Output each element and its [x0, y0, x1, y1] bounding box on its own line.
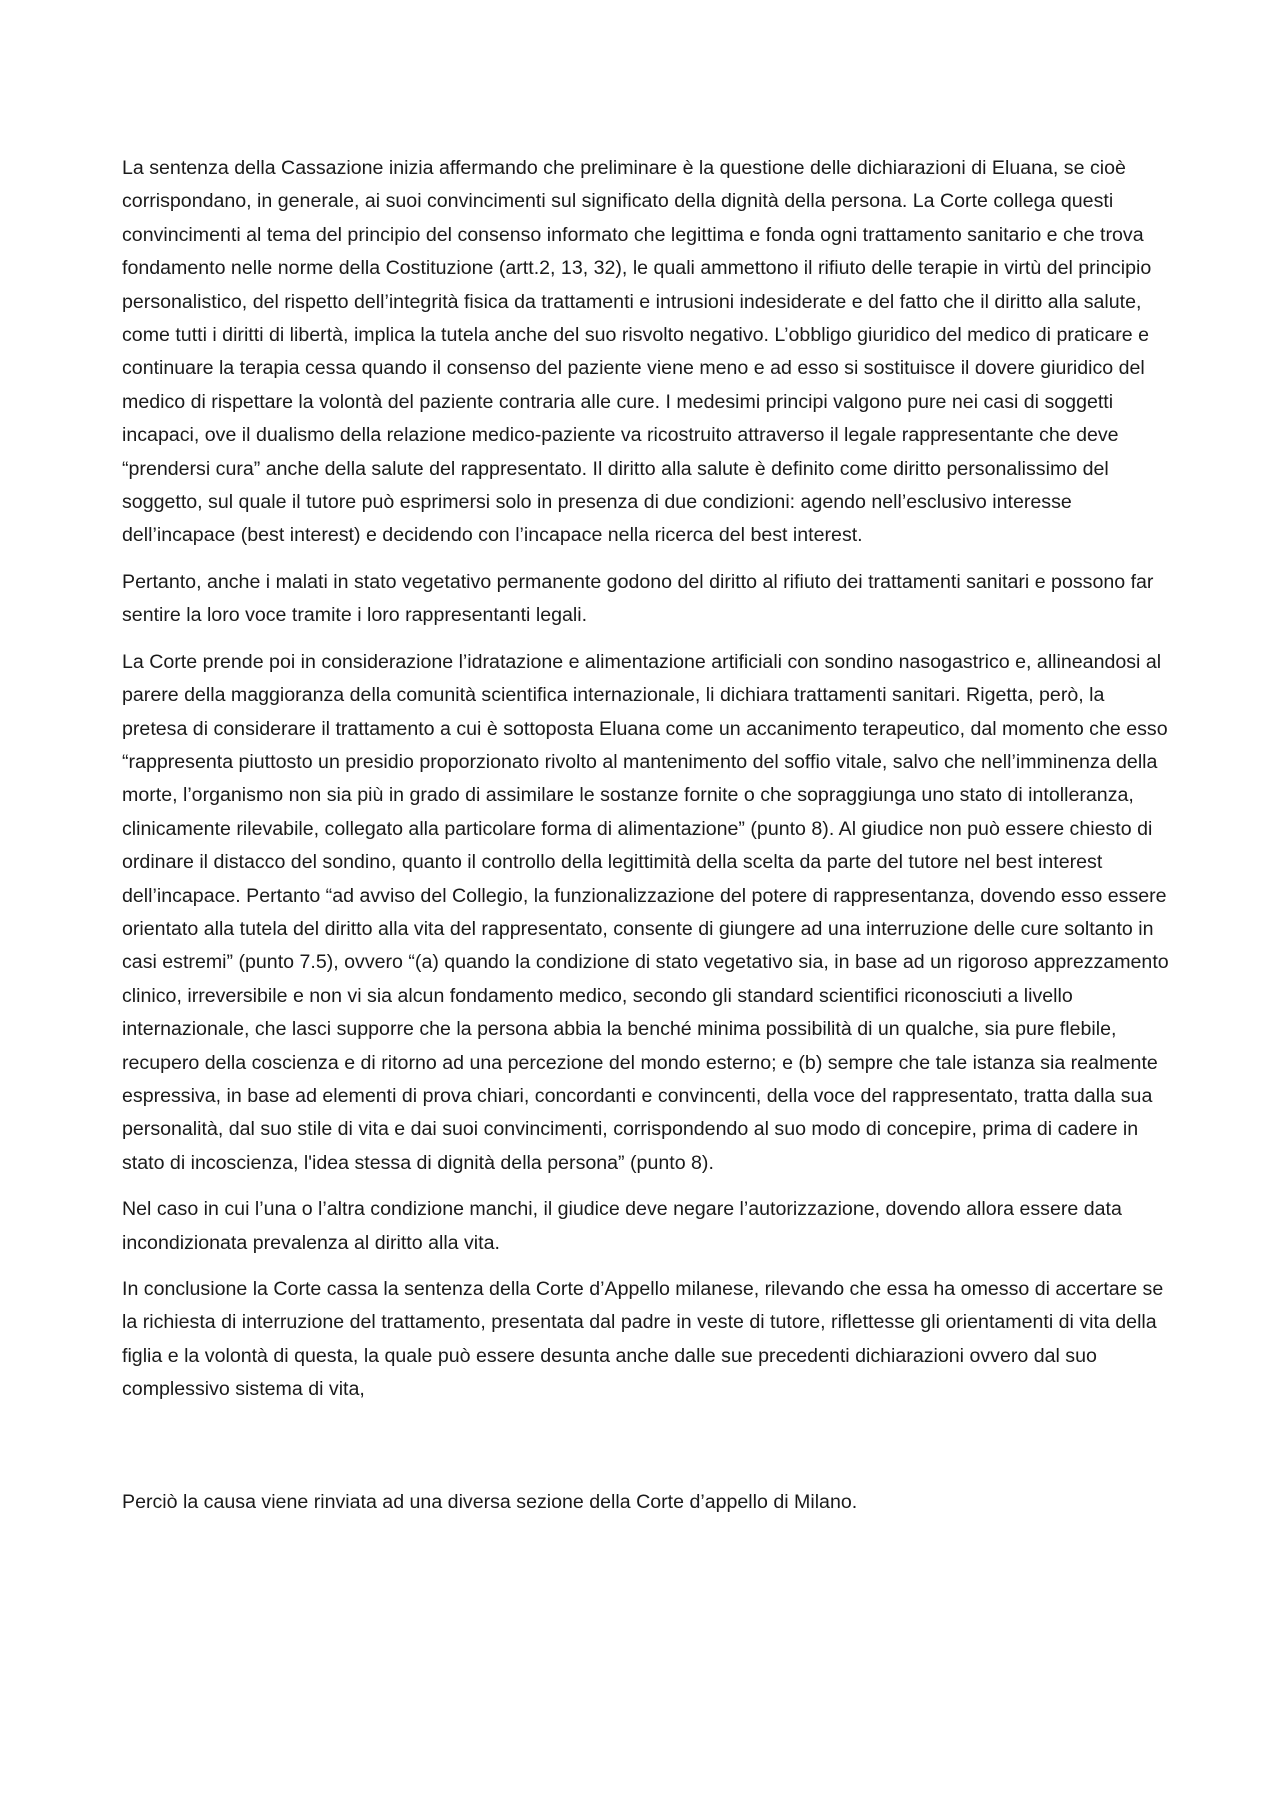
paragraph-6: Perciò la causa viene rinviata ad una diversa sezione della Corte d’appello di Milano. — [122, 1490, 858, 1513]
paragraph-4: Nel caso in cui l’una o l’altra condizione manchi, il giudice deve negare l’autorizzazione, dovendo allora essere data incondizionata prevalenza al diritto alla vita. — [122, 1198, 1122, 1254]
paragraph-3: La Corte prende poi in considerazione l’idratazione e alimentazione artificiali con sondino nasogastrico e, allineandosi al parere della maggioranza della comunità scientifica internazionale, li dichiara trattamenti sanitari. Rigetta, però, la pretesa di considerare il trattamento a cui è sottoposta Eluana come un accanimento terapeutico, dal momento che esso “rappresenta piuttosto un presidio proporzionato rivolto al mantenimento del soffio vitale, salvo che nell’imminenza della morte, l’organismo non sia più in grado di assimilare le sostanze fornite o che sopraggiunga uno stato di intolleranza, clinicamente rilevabile, collegato alla particolare forma di alimentazione” (punto 8). Al giudice non può essere chiesto di ordinare il distacco del sondino, quanto il controllo della legittimità della scelta da parte del tutore nel best interest dell’incapace. Pertanto “ad avviso del Collegio, la funzionalizzazione del potere di rappresentanza, dovendo esso essere orientato alla tutela del diritto alla vita del rappresentato, consente di giungere ad una interruzione delle cure soltanto in casi estremi” (punto 7.5), ovvero “(a) quando la condizione di stato vegetativo sia, in base ad un rigoroso apprezzamento clinico, irreversibile e non vi sia alcun fondamento medico, secondo gli standard scientifici riconosciuti a livello internazionale, che lasci supporre che la persona abbia la benché minima possibilità di un qualche, sia pure flebile, recupero della coscienza e di ritorno ad una percezione del mondo esterno; e (b) sempre che tale istanza sia realmente espressiva, in base ad elementi di prova chiari, concordanti e convincenti, della voce del rappresentato, tratta dalla sua personalità, dal suo stile di vita e dai suoi convincimenti, corrispondendo al suo modo di concepire, prima di cadere in stato di incoscienza, l'idea stessa di dignità della persona” (punto 8). — [122, 650, 1169, 1174]
paragraph-2: Pertanto, anche i malati in stato vegetativo permanente godono del diritto al rifiuto dei trattamenti sanitari e possono far sentire la loro voce tramite i loro rappresentanti legali. — [122, 570, 1154, 627]
document-body — [122, 152, 1172, 1532]
paragraph-5: In conclusione la Corte cassa la sentenza della Corte d’Appello milanese, rilevando che essa ha omesso di accertare se la richiesta di interruzione del trattamento, presentata dal padre in veste di tutore, riflettesse gli orientamenti di vita della figlia e la volontà di questa, la quale può essere desunta anche dalle sue precedenti dichiarazioni ovvero dal suo complessivo sistema di vita, — [122, 1278, 1164, 1401]
paragraph-1: La sentenza della Cassazione inizia affermando che preliminare è la questione delle dichiarazioni di Eluana, se cioè corrispondano, in generale, ai suoi convincimenti sul significato della dignità della persona. La Corte collega questi convincimenti al tema del principio del consenso informato che legittima e fonda ogni trattamento sanitario e che trova fondamento nelle norme della Costituzione (artt.2, 13, 32), le quali ammettono il rifiuto delle terapie in virtù del principio personalistico, del rispetto dell’integrità fisica da trattamenti e intrusioni indesiderate e del fatto che il diritto alla salute, come tutti i diritti di libertà, implica la tutela anche del suo risvolto negativo. L’obbligo giuridico del medico di praticare e continuare la terapia cessa quando il consenso del paziente viene meno e ad esso si sostituisce il dovere giuridico del medico di rispettare la volontà del paziente contraria alle cure. I medesimi principi valgono pure nei casi di soggetti incapaci, ove il dualismo della relazione medico-paziente va ricostruito attraverso il legale rappresentante che deve “prendersi cura” anche della salute del rappresentato. Il diritto alla salute è definito come diritto personalissimo del soggetto, sul quale il tutore può esprimersi solo in presenza di due condizioni: agendo nell’esclusivo interesse dell’incapace (best interest) e decidendo con l’incapace nella ricerca del best interest. — [122, 157, 1152, 547]
